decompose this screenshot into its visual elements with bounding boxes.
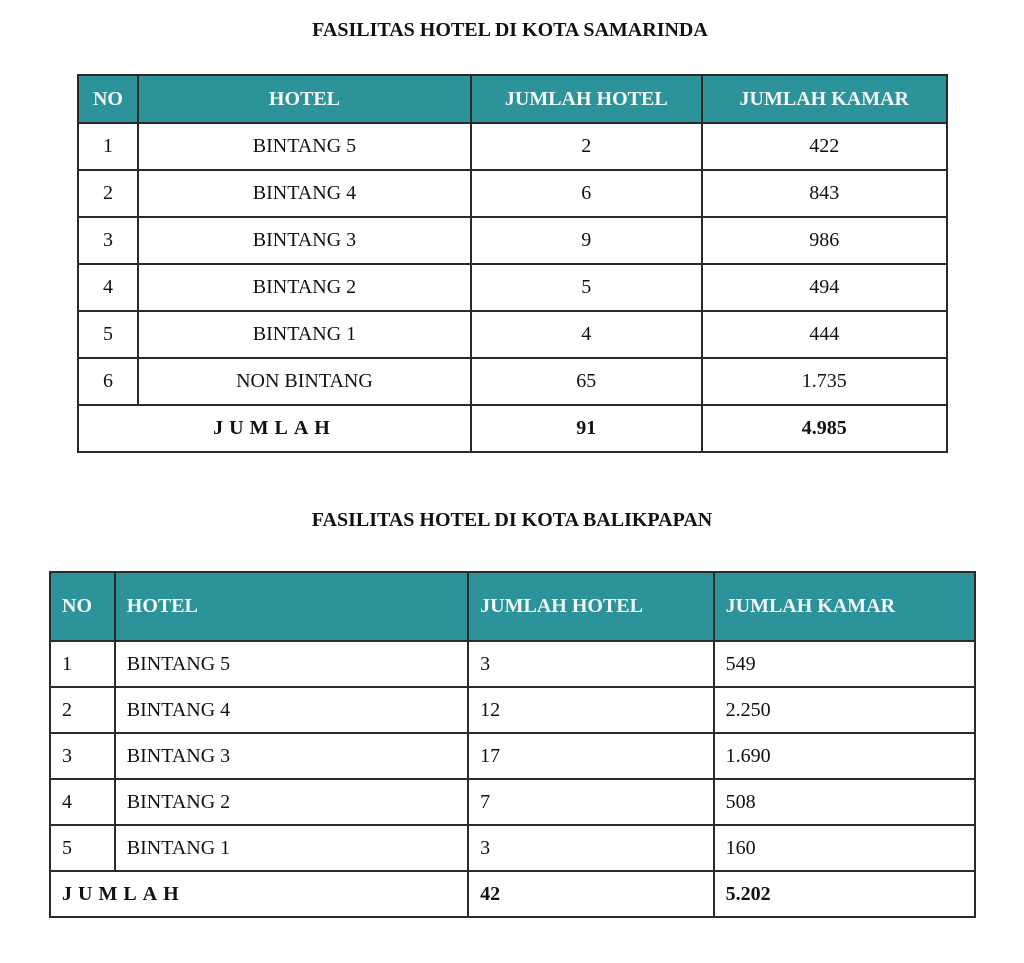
total-label: JUMLAH <box>78 405 471 452</box>
cell-no: 6 <box>78 358 138 405</box>
cell-hotel: BINTANG 1 <box>115 825 468 871</box>
table-row <box>50 641 975 687</box>
cell-jumlah-hotel: 3 <box>468 641 713 687</box>
balikpapan-title: FASILITAS HOTEL DI KOTA BALIKPAPAN <box>311 509 713 531</box>
header-jumlah-hotel: JUMLAH HOTEL <box>468 572 713 641</box>
cell-jumlah-hotel: 7 <box>468 779 713 825</box>
table-row <box>50 687 975 733</box>
cell-jumlah-kamar: 549 <box>714 641 975 687</box>
cell-jumlah-hotel: 3 <box>468 825 713 871</box>
cell-hotel: BINTANG 5 <box>138 123 471 170</box>
total-jumlah-kamar: 5.202 <box>714 871 975 917</box>
header-hotel: HOTEL <box>115 572 468 641</box>
cell-jumlah-hotel: 6 <box>471 170 701 217</box>
table-row <box>78 123 947 170</box>
cell-jumlah-kamar: 160 <box>714 825 975 871</box>
balikpapan-hotel-table <box>49 571 976 918</box>
cell-hotel: BINTANG 2 <box>138 264 471 311</box>
total-jumlah-kamar: 4.985 <box>702 405 947 452</box>
cell-jumlah-hotel: 2 <box>471 123 701 170</box>
header-hotel: HOTEL <box>138 75 471 123</box>
cell-no: 2 <box>78 170 138 217</box>
header-no: NO <box>78 75 138 123</box>
cell-jumlah-hotel: 9 <box>471 217 701 264</box>
table-header-row <box>50 572 975 641</box>
total-jumlah-hotel: 42 <box>468 871 713 917</box>
cell-hotel: BINTANG 3 <box>115 733 468 779</box>
total-label: JUMLAH <box>50 871 468 917</box>
table-row <box>50 825 975 871</box>
cell-no: 5 <box>50 825 115 871</box>
cell-jumlah-kamar: 1.690 <box>714 733 975 779</box>
cell-jumlah-kamar: 986 <box>702 217 947 264</box>
header-jumlah-kamar: JUMLAH KAMAR <box>714 572 975 641</box>
table-row <box>78 358 947 405</box>
cell-hotel: BINTANG 4 <box>138 170 471 217</box>
header-jumlah-hotel: JUMLAH HOTEL <box>471 75 701 123</box>
cell-jumlah-hotel: 12 <box>468 687 713 733</box>
cell-no: 3 <box>78 217 138 264</box>
table-row <box>78 264 947 311</box>
samarinda-hotel-table <box>77 74 948 453</box>
header-no: NO <box>50 572 115 641</box>
table-row <box>78 217 947 264</box>
cell-jumlah-kamar: 508 <box>714 779 975 825</box>
cell-jumlah-kamar: 444 <box>702 311 947 358</box>
cell-hotel: NON BINTANG <box>138 358 471 405</box>
table-row <box>78 170 947 217</box>
table-row <box>50 779 975 825</box>
cell-no: 4 <box>78 264 138 311</box>
cell-jumlah-hotel: 65 <box>471 358 701 405</box>
table-header-row <box>78 75 947 123</box>
cell-hotel: BINTANG 1 <box>138 311 471 358</box>
total-jumlah-hotel: 91 <box>471 405 701 452</box>
cell-no: 1 <box>50 641 115 687</box>
total-row <box>50 871 975 917</box>
table-row <box>78 311 947 358</box>
cell-jumlah-hotel: 5 <box>471 264 701 311</box>
cell-jumlah-kamar: 843 <box>702 170 947 217</box>
cell-hotel: BINTANG 3 <box>138 217 471 264</box>
cell-jumlah-kamar: 1.735 <box>702 358 947 405</box>
header-jumlah-kamar: JUMLAH KAMAR <box>702 75 947 123</box>
cell-jumlah-hotel: 17 <box>468 733 713 779</box>
cell-jumlah-kamar: 422 <box>702 123 947 170</box>
cell-jumlah-hotel: 4 <box>471 311 701 358</box>
cell-hotel: BINTANG 2 <box>115 779 468 825</box>
cell-jumlah-kamar: 2.250 <box>714 687 975 733</box>
cell-hotel: BINTANG 5 <box>115 641 468 687</box>
cell-no: 1 <box>78 123 138 170</box>
cell-hotel: BINTANG 4 <box>115 687 468 733</box>
total-row <box>78 405 947 452</box>
cell-no: 3 <box>50 733 115 779</box>
samarinda-title: FASILITAS HOTEL DI KOTA SAMARINDA <box>312 19 708 41</box>
cell-no: 5 <box>78 311 138 358</box>
table-row <box>50 733 975 779</box>
cell-no: 2 <box>50 687 115 733</box>
cell-jumlah-kamar: 494 <box>702 264 947 311</box>
cell-no: 4 <box>50 779 115 825</box>
